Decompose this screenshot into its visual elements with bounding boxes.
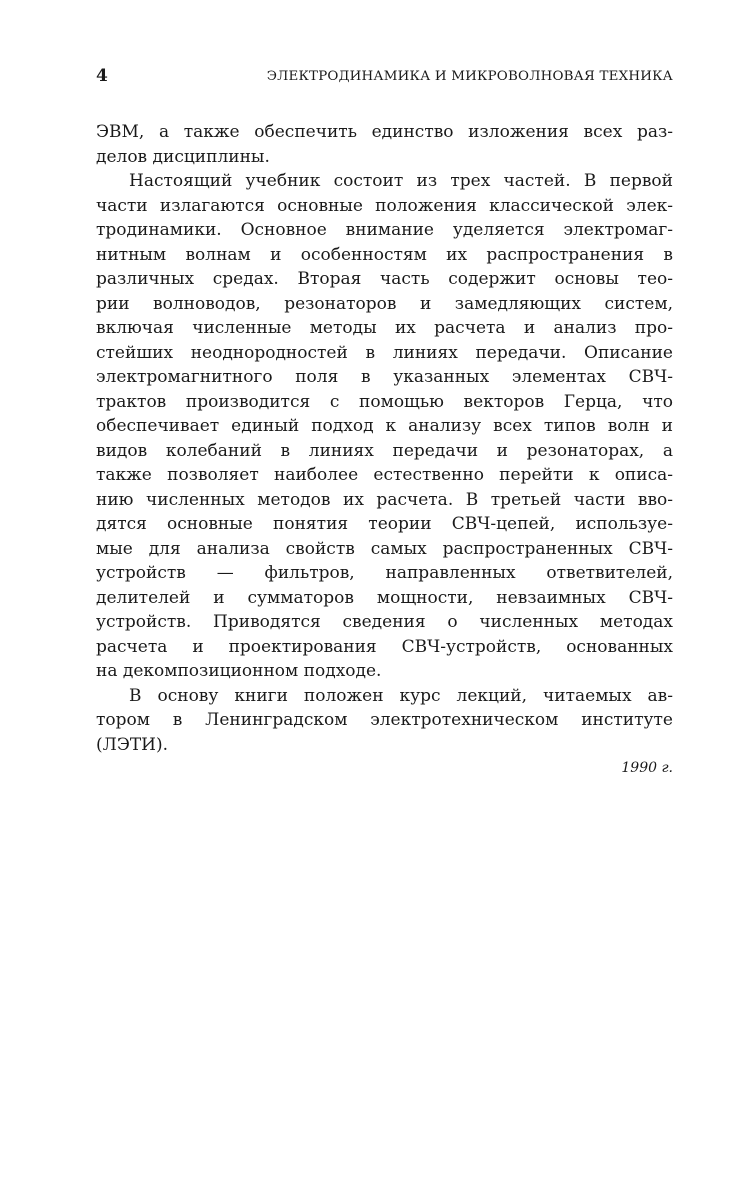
text-line: устройств. Приводятся сведения о численных методах: [96, 612, 673, 632]
body-text: [96, 120, 673, 757]
text-line: ЭВМ, а также обеспечить единство изложения всех раз-: [96, 122, 673, 142]
text-line: В основу книги положен курс лекций, читаемых ав-: [129, 685, 673, 706]
text-line: дятся основные понятия теории СВЧ-цепей, используе-: [96, 514, 673, 534]
date-signature: 1990 г.: [621, 760, 673, 776]
text-line: устройств — фильтров, направленных ответвителей,: [96, 563, 673, 583]
page-number: 4: [96, 66, 108, 86]
text-line: делителей и сумматоров мощности, невзаимных СВЧ-: [96, 587, 673, 608]
text-line: (ЛЭТИ).: [96, 734, 169, 755]
text-line: нию численных методов их расчета. В третьей части вво-: [96, 489, 673, 510]
text-line: части излагаются основные положения классической элек-: [96, 195, 673, 216]
text-line: делов дисциплины.: [96, 146, 270, 167]
text-line: Настоящий учебник состоит из трех частей. В первой: [129, 171, 673, 191]
text-line: также позволяет наиболее естественно перейти к описа-: [96, 465, 673, 485]
text-line: видов колебаний в линиях передачи и резонаторах, а: [96, 440, 673, 461]
text-line: электромагнитного поля в указанных элементах СВЧ-: [96, 367, 673, 387]
book-page: [96, 0, 673, 1180]
text-line: включая численные методы их расчета и анализ про-: [96, 318, 673, 338]
text-line: различных средах. Вторая часть содержит основы тео-: [96, 269, 673, 289]
text-line: тором в Ленинградском электротехническом институте: [96, 710, 673, 730]
text-line: обеспечивает единый подход к анализу всех типов волн и: [96, 416, 673, 436]
text-line: расчета и проектирования СВЧ-устройств, основанных: [96, 636, 673, 657]
text-line: мые для анализа свойств самых распространенных СВЧ-: [96, 538, 673, 559]
text-line: нитным волнам и особенностям их распространения в: [96, 244, 673, 265]
text-line: трактов производится с помощью векторов Герца, что: [96, 391, 673, 412]
running-title: ЭЛЕКТРОДИНАМИКА И МИКРОВОЛНОВАЯ ТЕХНИКА: [266, 69, 673, 84]
text-line: тродинамики. Основное внимание уделяется электромаг-: [96, 220, 673, 240]
text-line: на декомпозиционном подходе.: [96, 661, 382, 681]
text-line: стейших неоднородностей в линиях передачи. Описание: [96, 342, 673, 363]
running-head: [96, 65, 673, 89]
text-line: рии волноводов, резонаторов и замедляющих систем,: [96, 293, 673, 314]
